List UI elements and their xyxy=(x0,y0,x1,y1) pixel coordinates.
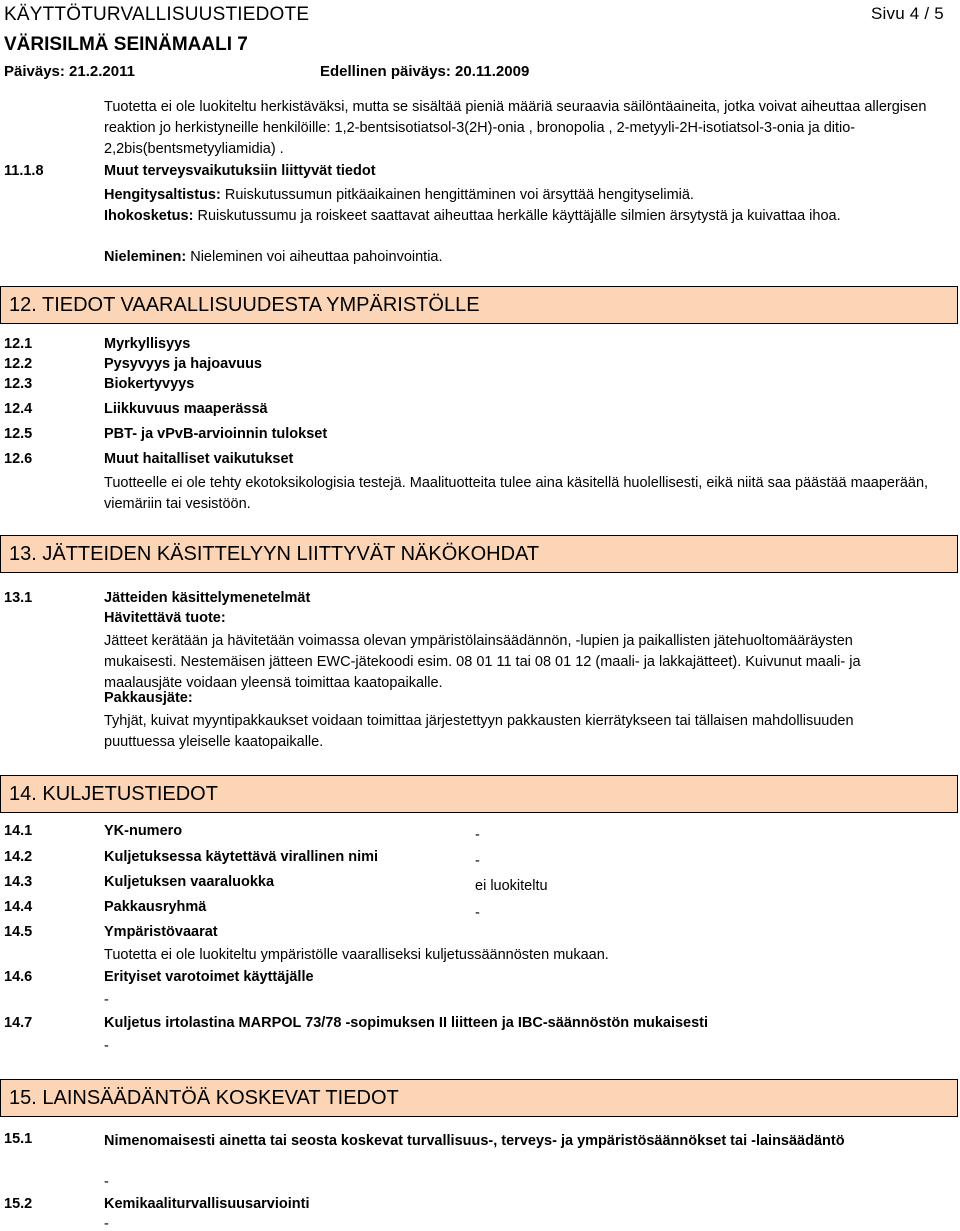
item-value: - xyxy=(104,992,109,1008)
issue-date: Päiväys: 21.2.2011 xyxy=(4,63,135,80)
item-value: Tuotetta ei ole luokiteltu ympäristölle vaaralliseksi kuljetussäännösten mukaan. xyxy=(104,947,609,963)
skin-line xyxy=(104,206,956,227)
item-value: - xyxy=(475,905,480,921)
ecotox-text: Tuotteelle ei ole tehty ekotoksikologisia testejä. Maalituotteita tulee aina käsitellä huolellisesti, eikä niitä saa päästää maaperään, viemäriin tai vesistöön. xyxy=(104,475,929,512)
disposal-text: Jätteet kerätään ja hävitetään voimassa olevan ympäristölainsäädännön, -lupien ja paikallisten jätehuoltomääräysten mukaisesti. Nestemäisen jätteen EWC-jätekoodi esim. 08 01 11 tai 08 01 12 (maali- ja lakkajätteet). Kuivunut maali- ja maalausjäte voidaan yleensä toimittaa kaatopaikalle. xyxy=(104,633,861,691)
ingestion-label: Nieleminen: xyxy=(104,249,187,265)
item-number: 14.7 xyxy=(4,1015,33,1031)
packaging-text: Tyhjät, kuivat myyntipakkaukset voidaan toimittaa järjestettyyn pakkausten kierrätykseen tai tällaisen mahdollisuuden puuttuessa yleiselle kaatopaikalle. xyxy=(104,713,854,750)
subsection-number: 11.1.8 xyxy=(4,163,44,179)
item-label: Biokertyvyys xyxy=(104,376,195,392)
section-13-title: 13. JÄTTEIDEN KÄSITTELYYN LIITTYVÄT NÄKÖKOHDAT xyxy=(9,543,540,565)
item-label: Nimenomaisesti ainetta tai seosta koskevat turvallisuus-, terveys- ja ympäristösäännökset tai -lainsäädäntö xyxy=(104,1133,845,1149)
item-number: 12.2 xyxy=(4,356,33,372)
item-label: Kuljetuksen vaaraluokka xyxy=(104,874,275,890)
section-15-title: 15. LAINSÄÄDÄNTÖÄ KOSKEVAT TIEDOT xyxy=(9,1087,399,1109)
item-value: - xyxy=(475,827,480,843)
item-number: 13.1 xyxy=(4,590,33,606)
item-value: - xyxy=(104,1216,109,1231)
allergen-intro: Tuotetta ei ole luokiteltu herkistäväksi, mutta se sisältää pieniä määriä seuraavia säilöntäaineita, jotka voivat aiheuttaa allergisen reaktion jo herkistyneille henkilöille: 1,2-bentsisotiatsol-3(2H)-onia , bronopolia , 2-metyyli-2H-isotiatsol-3-onia ja ditio-2,2bis(bentsmetyyliamidia) . xyxy=(104,99,927,157)
subsection-title: Muut terveysvaikutuksiin liittyvät tiedot xyxy=(104,163,376,179)
section-14-header xyxy=(0,775,958,813)
item-number: 12.4 xyxy=(4,401,33,417)
item-number: 15.2 xyxy=(4,1196,33,1212)
item-label: Pysyvyys ja hajoavuus xyxy=(104,356,262,372)
inhalation-line xyxy=(104,185,956,206)
item-label: YK-numero xyxy=(104,823,183,839)
item-label: Jätteiden käsittelymenetelmät xyxy=(104,590,311,606)
section-14-title: 14. KULJETUSTIEDOT xyxy=(9,783,218,805)
item-value: ei luokiteltu xyxy=(475,878,548,894)
item-label: Kuljetus irtolastina MARPOL 73/78 -sopimuksen II liitteen ja IBC-säännöstön mukaisesti xyxy=(104,1015,709,1031)
skin-label: Ihokosketus: xyxy=(104,208,194,224)
item-number: 14.6 xyxy=(4,969,33,985)
ingestion-text: Nieleminen voi aiheuttaa pahoinvointia. xyxy=(186,249,443,265)
inhalation-text: Ruiskutussumun pitkäaikainen hengittäminen voi ärsyttää hengityselimiä. xyxy=(220,187,694,203)
item-label: Kuljetuksessa käytettävä virallinen nimi xyxy=(104,849,379,865)
item-number: 15.1 xyxy=(4,1131,33,1147)
item-label: Myrkyllisyys xyxy=(104,336,191,352)
previous-date: Edellinen päiväys: 20.11.2009 xyxy=(320,63,530,80)
item-number: 12.6 xyxy=(4,451,33,467)
item-label: Liikkuvuus maaperässä xyxy=(104,401,268,417)
item-number: 14.2 xyxy=(4,849,33,865)
packaging-label: Pakkausjäte: xyxy=(104,690,193,706)
section-12-header xyxy=(0,286,958,324)
item-label: Erityiset varotoimet käyttäjälle xyxy=(104,969,314,985)
item-label: PBT- ja vPvB-arvioinnin tulokset xyxy=(104,426,328,442)
item-value: - xyxy=(475,853,480,869)
item-number: 12.3 xyxy=(4,376,33,392)
inhalation-label: Hengitysaltistus: xyxy=(104,187,221,203)
section-13-header xyxy=(0,535,958,573)
item-label: Ympäristövaarat xyxy=(104,924,218,940)
item-label: Kemikaaliturvallisuusarviointi xyxy=(104,1196,310,1212)
document-title: KÄYTTÖTURVALLISUUSTIEDOTE xyxy=(4,4,310,25)
item-label: Pakkausryhmä xyxy=(104,899,207,915)
item-number: 12.1 xyxy=(4,336,33,352)
skin-text: Ruiskutussumu ja roiskeet saattavat aiheuttaa herkälle käyttäjälle silmien ärsytystä ja kuivattaa ihoa. xyxy=(193,208,841,224)
item-number: 14.1 xyxy=(4,823,33,839)
item-number: 14.4 xyxy=(4,899,33,915)
disposal-label: Hävitettävä tuote: xyxy=(104,610,226,626)
item-value: - xyxy=(104,1038,109,1054)
item-number: 12.5 xyxy=(4,426,33,442)
item-value: - xyxy=(104,1174,109,1190)
product-name: VÄRISILMÄ SEINÄMAALI 7 xyxy=(4,34,248,55)
section-12-title: 12. TIEDOT VAARALLISUUDESTA YMPÄRISTÖLLE xyxy=(9,294,480,316)
item-number: 14.3 xyxy=(4,874,33,890)
item-label: Muut haitalliset vaikutukset xyxy=(104,451,294,467)
page-number: Sivu 4 / 5 xyxy=(871,4,944,23)
ingestion-line xyxy=(104,247,956,268)
section-15-header xyxy=(0,1079,958,1117)
item-number: 14.5 xyxy=(4,924,33,940)
